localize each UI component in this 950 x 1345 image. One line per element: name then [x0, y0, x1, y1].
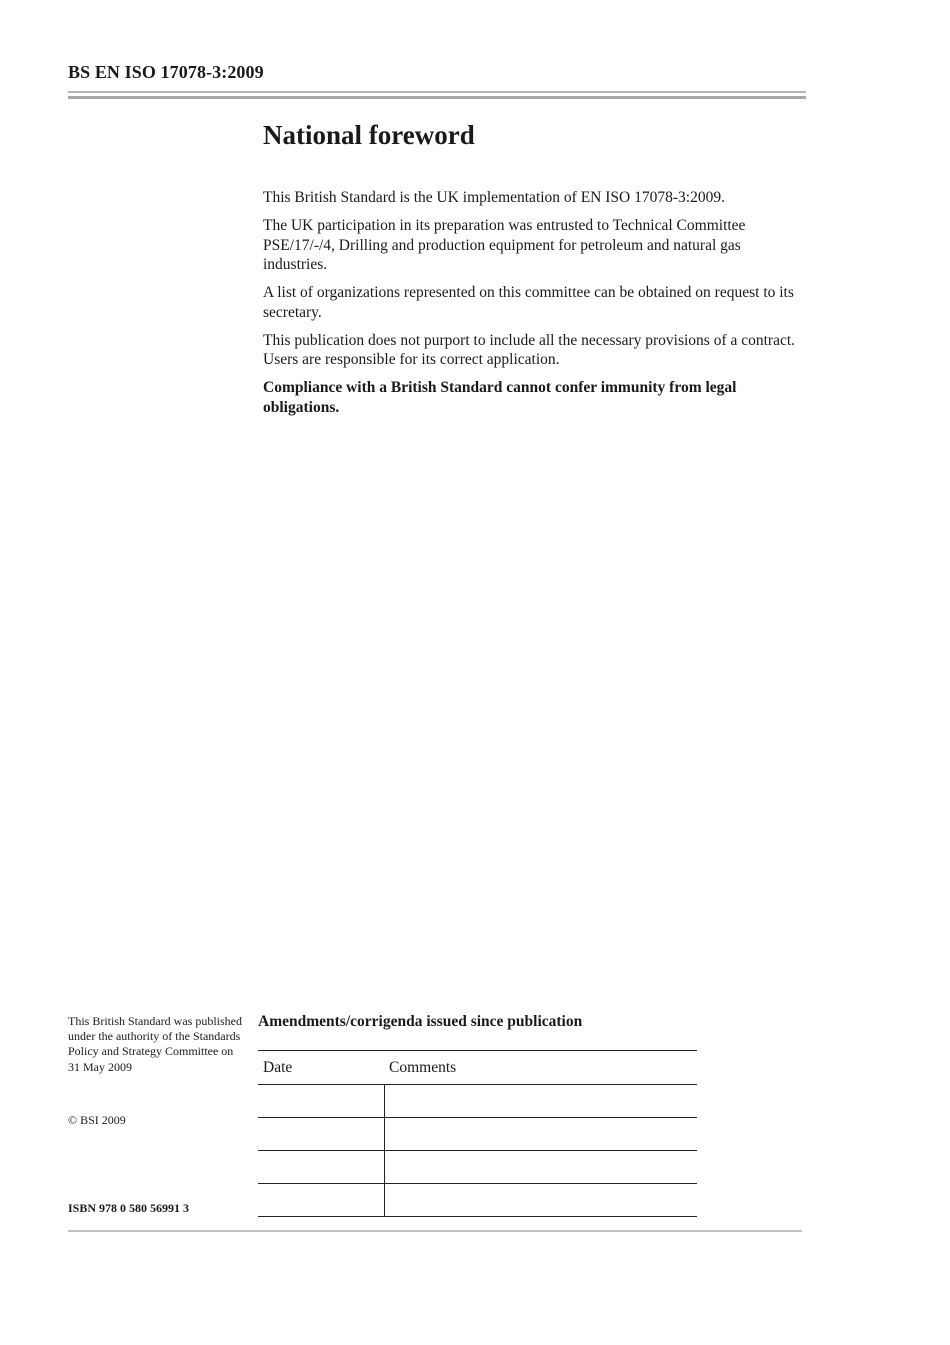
table-row	[258, 1118, 697, 1151]
compliance-notice: Compliance with a British Standard cannot confer immunity from legal obligations.	[263, 379, 737, 416]
document-id: BS EN ISO 17078-3:2009	[68, 62, 264, 82]
date-cell	[258, 1118, 384, 1151]
comments-cell	[384, 1118, 697, 1151]
column-header-comments: Comments	[384, 1051, 697, 1085]
footer-rule	[68, 1230, 802, 1232]
comments-cell	[384, 1085, 697, 1118]
foreword-body	[263, 188, 808, 426]
amendments-heading: Amendments/corrigenda issued since publication	[258, 1013, 583, 1030]
date-cell	[258, 1184, 384, 1217]
table-row	[258, 1184, 697, 1217]
amendments-header-row	[258, 1051, 697, 1085]
page-title: National foreword	[263, 120, 475, 150]
date-cell	[258, 1085, 384, 1118]
comments-cell	[384, 1184, 697, 1217]
table-row	[258, 1085, 697, 1118]
paragraph-contract: This publication does not purport to include all the necessary provisions of a contract. Users are responsible for its correct application.	[263, 331, 796, 368]
isbn: ISBN 978 0 580 56991 3	[68, 1201, 190, 1215]
paragraph-committee: The UK participation in its preparation was entrusted to Technical Committee PSE/17/-/4, Drilling and production equipment for petroleum and natural gas industries.	[263, 217, 746, 273]
header-rule-thick	[68, 96, 806, 99]
amendments-table	[258, 1050, 697, 1217]
paragraph-organizations: A list of organizations represented on this committee can be obtained on request to its secretary.	[263, 284, 794, 321]
copyright-notice: © BSI 2009	[68, 1113, 126, 1127]
comments-cell	[384, 1151, 697, 1184]
date-cell	[258, 1151, 384, 1184]
paragraph-implementation: This British Standard is the UK implementation of EN ISO 17078-3:2009.	[263, 189, 725, 206]
publication-note: This British Standard was published under the authority of the Standards Policy and Strategy Committee on 31 May 2009	[68, 1014, 242, 1074]
header-rule	[68, 91, 806, 93]
table-row	[258, 1151, 697, 1184]
column-header-date: Date	[258, 1051, 384, 1085]
